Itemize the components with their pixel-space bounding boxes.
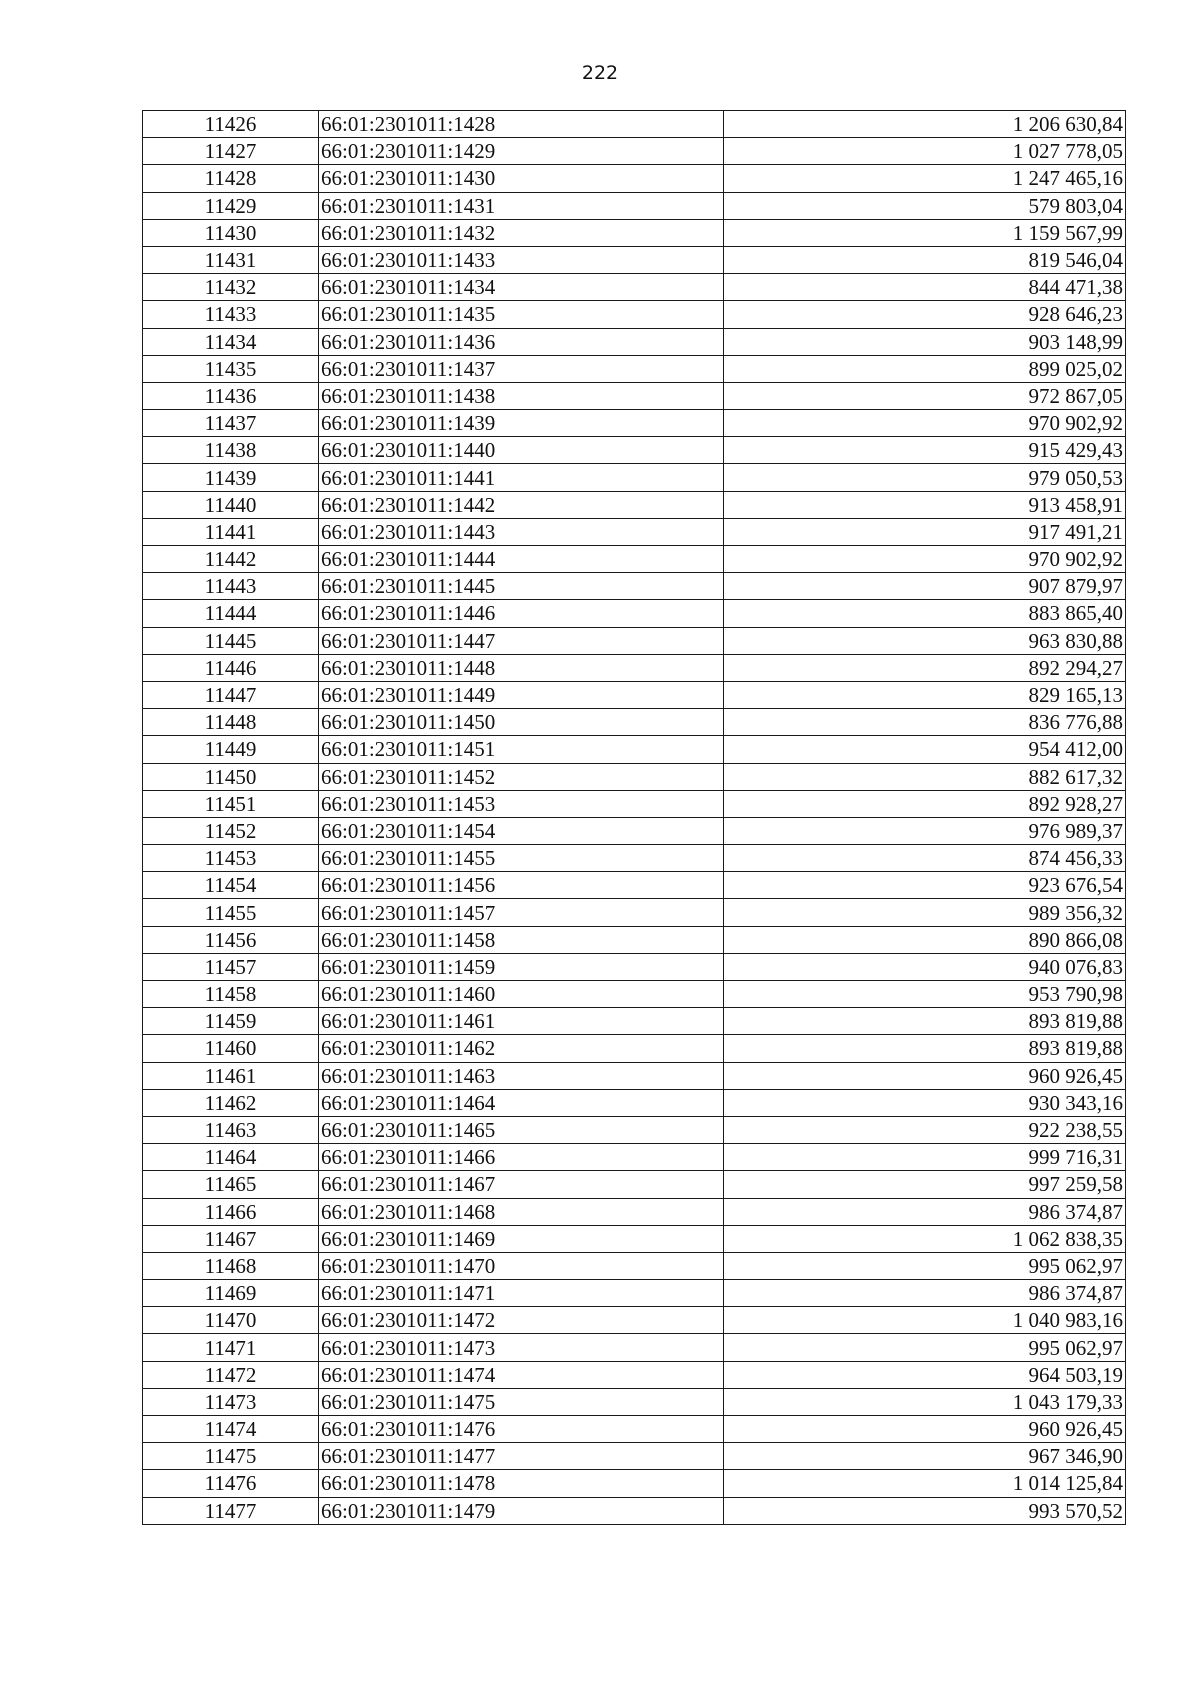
table-row xyxy=(143,1252,1126,1279)
cadastral-number-cell: 66:01:2301011:1450 xyxy=(319,709,724,736)
table-row xyxy=(143,872,1126,899)
cadastral-number-cell: 66:01:2301011:1436 xyxy=(319,328,724,355)
table-row xyxy=(143,111,1126,138)
cadastral-value-cell: 893 819,88 xyxy=(724,1008,1126,1035)
cadastral-value-cell: 892 294,27 xyxy=(724,654,1126,681)
row-number-cell: 11442 xyxy=(143,546,319,573)
row-number-cell: 11434 xyxy=(143,328,319,355)
row-number-cell: 11433 xyxy=(143,301,319,328)
cadastral-value-cell: 930 343,16 xyxy=(724,1089,1126,1116)
cadastral-value-cell: 964 503,19 xyxy=(724,1361,1126,1388)
cadastral-value-cell: 922 238,55 xyxy=(724,1116,1126,1143)
row-number-cell: 11461 xyxy=(143,1062,319,1089)
cadastral-number-cell: 66:01:2301011:1470 xyxy=(319,1252,724,1279)
cadastral-value-cell: 1 040 983,16 xyxy=(724,1307,1126,1334)
cadastral-value-cell: 1 043 179,33 xyxy=(724,1388,1126,1415)
row-number-cell: 11456 xyxy=(143,926,319,953)
cadastral-number-cell: 66:01:2301011:1437 xyxy=(319,355,724,382)
table-row xyxy=(143,1443,1126,1470)
cadastral-value-cell: 917 491,21 xyxy=(724,518,1126,545)
cadastral-number-cell: 66:01:2301011:1433 xyxy=(319,246,724,273)
table-row xyxy=(143,926,1126,953)
cadastral-number-cell: 66:01:2301011:1479 xyxy=(319,1497,724,1524)
cadastral-number-cell: 66:01:2301011:1431 xyxy=(319,192,724,219)
cadastral-number-cell: 66:01:2301011:1451 xyxy=(319,736,724,763)
cadastral-number-cell: 66:01:2301011:1467 xyxy=(319,1171,724,1198)
cadastral-value-cell: 923 676,54 xyxy=(724,872,1126,899)
cadastral-number-cell: 66:01:2301011:1473 xyxy=(319,1334,724,1361)
cadastral-number-cell: 66:01:2301011:1435 xyxy=(319,301,724,328)
cadastral-value-cell: 915 429,43 xyxy=(724,437,1126,464)
table-row xyxy=(143,681,1126,708)
row-number-cell: 11427 xyxy=(143,138,319,165)
row-number-cell: 11428 xyxy=(143,165,319,192)
row-number-cell: 11429 xyxy=(143,192,319,219)
row-number-cell: 11460 xyxy=(143,1035,319,1062)
cadastral-value-cell: 995 062,97 xyxy=(724,1252,1126,1279)
row-number-cell: 11453 xyxy=(143,845,319,872)
cadastral-number-cell: 66:01:2301011:1464 xyxy=(319,1089,724,1116)
cadastral-number-cell: 66:01:2301011:1466 xyxy=(319,1144,724,1171)
row-number-cell: 11443 xyxy=(143,573,319,600)
cadastral-value-cell: 979 050,53 xyxy=(724,464,1126,491)
row-number-cell: 11444 xyxy=(143,600,319,627)
cadastral-number-cell: 66:01:2301011:1438 xyxy=(319,382,724,409)
cadastral-value-cell: 892 928,27 xyxy=(724,790,1126,817)
cadastral-number-cell: 66:01:2301011:1468 xyxy=(319,1198,724,1225)
cadastral-value-cell: 1 206 630,84 xyxy=(724,111,1126,138)
cadastral-number-cell: 66:01:2301011:1465 xyxy=(319,1116,724,1143)
cadastral-number-cell: 66:01:2301011:1452 xyxy=(319,763,724,790)
table-row xyxy=(143,1035,1126,1062)
cadastral-value-cell: 1 247 465,16 xyxy=(724,165,1126,192)
cadastral-number-cell: 66:01:2301011:1456 xyxy=(319,872,724,899)
row-number-cell: 11477 xyxy=(143,1497,319,1524)
row-number-cell: 11431 xyxy=(143,246,319,273)
table-row xyxy=(143,246,1126,273)
cadastral-value-cell: 819 546,04 xyxy=(724,246,1126,273)
table-row xyxy=(143,328,1126,355)
table-row xyxy=(143,654,1126,681)
table-row xyxy=(143,790,1126,817)
cadastral-number-cell: 66:01:2301011:1430 xyxy=(319,165,724,192)
row-number-cell: 11474 xyxy=(143,1416,319,1443)
table-row xyxy=(143,491,1126,518)
table-row xyxy=(143,518,1126,545)
cadastral-number-cell: 66:01:2301011:1455 xyxy=(319,845,724,872)
cadastral-number-cell: 66:01:2301011:1453 xyxy=(319,790,724,817)
cadastral-value-cell: 940 076,83 xyxy=(724,953,1126,980)
row-number-cell: 11476 xyxy=(143,1470,319,1497)
row-number-cell: 11448 xyxy=(143,709,319,736)
table-body xyxy=(143,111,1126,1525)
table-row xyxy=(143,1416,1126,1443)
cadastral-number-cell: 66:01:2301011:1440 xyxy=(319,437,724,464)
table-row xyxy=(143,600,1126,627)
cadastral-number-cell: 66:01:2301011:1478 xyxy=(319,1470,724,1497)
table-row xyxy=(143,899,1126,926)
cadastral-number-cell: 66:01:2301011:1472 xyxy=(319,1307,724,1334)
cadastral-value-cell: 1 159 567,99 xyxy=(724,219,1126,246)
table-row xyxy=(143,1225,1126,1252)
cadastral-value-cell: 970 902,92 xyxy=(724,410,1126,437)
cadastral-number-cell: 66:01:2301011:1447 xyxy=(319,627,724,654)
row-number-cell: 11435 xyxy=(143,355,319,382)
row-number-cell: 11439 xyxy=(143,464,319,491)
row-number-cell: 11454 xyxy=(143,872,319,899)
row-number-cell: 11472 xyxy=(143,1361,319,1388)
row-number-cell: 11462 xyxy=(143,1089,319,1116)
row-number-cell: 11467 xyxy=(143,1225,319,1252)
row-number-cell: 11466 xyxy=(143,1198,319,1225)
cadastral-number-cell: 66:01:2301011:1444 xyxy=(319,546,724,573)
row-number-cell: 11441 xyxy=(143,518,319,545)
table-row xyxy=(143,1171,1126,1198)
table-row xyxy=(143,165,1126,192)
cadastral-value-cell: 893 819,88 xyxy=(724,1035,1126,1062)
cadastral-value-cell: 997 259,58 xyxy=(724,1171,1126,1198)
cadastral-number-cell: 66:01:2301011:1454 xyxy=(319,817,724,844)
table-row xyxy=(143,1307,1126,1334)
cadastral-number-cell: 66:01:2301011:1446 xyxy=(319,600,724,627)
row-number-cell: 11455 xyxy=(143,899,319,926)
table-row xyxy=(143,274,1126,301)
cadastral-number-cell: 66:01:2301011:1462 xyxy=(319,1035,724,1062)
cadastral-number-cell: 66:01:2301011:1458 xyxy=(319,926,724,953)
cadastral-value-cell: 967 346,90 xyxy=(724,1443,1126,1470)
table-row xyxy=(143,736,1126,763)
cadastral-number-cell: 66:01:2301011:1476 xyxy=(319,1416,724,1443)
cadastral-value-cell: 903 148,99 xyxy=(724,328,1126,355)
row-number-cell: 11468 xyxy=(143,1252,319,1279)
row-number-cell: 11426 xyxy=(143,111,319,138)
cadastral-number-cell: 66:01:2301011:1428 xyxy=(319,111,724,138)
row-number-cell: 11437 xyxy=(143,410,319,437)
cadastral-number-cell: 66:01:2301011:1432 xyxy=(319,219,724,246)
cadastral-value-cell: 890 866,08 xyxy=(724,926,1126,953)
cadastral-value-cell: 1 014 125,84 xyxy=(724,1470,1126,1497)
table-row xyxy=(143,1334,1126,1361)
table-row xyxy=(143,817,1126,844)
table-row xyxy=(143,763,1126,790)
cadastral-value-cell: 970 902,92 xyxy=(724,546,1126,573)
table-row xyxy=(143,138,1126,165)
cadastral-number-cell: 66:01:2301011:1475 xyxy=(319,1388,724,1415)
row-number-cell: 11471 xyxy=(143,1334,319,1361)
cadastral-number-cell: 66:01:2301011:1460 xyxy=(319,981,724,1008)
table-row xyxy=(143,953,1126,980)
table-row xyxy=(143,219,1126,246)
table-row xyxy=(143,1198,1126,1225)
table-row xyxy=(143,845,1126,872)
table-row xyxy=(143,981,1126,1008)
table-row xyxy=(143,1361,1126,1388)
cadastral-number-cell: 66:01:2301011:1449 xyxy=(319,681,724,708)
row-number-cell: 11449 xyxy=(143,736,319,763)
cadastral-number-cell: 66:01:2301011:1442 xyxy=(319,491,724,518)
cadastral-number-cell: 66:01:2301011:1441 xyxy=(319,464,724,491)
table-row xyxy=(143,382,1126,409)
row-number-cell: 11440 xyxy=(143,491,319,518)
row-number-cell: 11469 xyxy=(143,1280,319,1307)
row-number-cell: 11452 xyxy=(143,817,319,844)
cadastral-value-cell: 960 926,45 xyxy=(724,1416,1126,1443)
cadastral-value-cell: 928 646,23 xyxy=(724,301,1126,328)
cadastral-value-cell: 844 471,38 xyxy=(724,274,1126,301)
row-number-cell: 11470 xyxy=(143,1307,319,1334)
table-row xyxy=(143,1116,1126,1143)
table-row xyxy=(143,1388,1126,1415)
cadastral-number-cell: 66:01:2301011:1448 xyxy=(319,654,724,681)
table-row xyxy=(143,301,1126,328)
cadastral-value-cell: 986 374,87 xyxy=(724,1198,1126,1225)
cadastral-value-cell: 907 879,97 xyxy=(724,573,1126,600)
table-row xyxy=(143,192,1126,219)
row-number-cell: 11451 xyxy=(143,790,319,817)
cadastral-number-cell: 66:01:2301011:1459 xyxy=(319,953,724,980)
row-number-cell: 11459 xyxy=(143,1008,319,1035)
cadastral-value-cell: 995 062,97 xyxy=(724,1334,1126,1361)
cadastral-value-cell: 954 412,00 xyxy=(724,736,1126,763)
row-number-cell: 11450 xyxy=(143,763,319,790)
cadastral-value-cell: 993 570,52 xyxy=(724,1497,1126,1524)
page-number: 222 xyxy=(581,62,619,84)
cadastral-value-cell: 960 926,45 xyxy=(724,1062,1126,1089)
row-number-cell: 11475 xyxy=(143,1443,319,1470)
table-row xyxy=(143,627,1126,654)
cadastral-value-cell: 836 776,88 xyxy=(724,709,1126,736)
cadastral-value-cell: 913 458,91 xyxy=(724,491,1126,518)
cadastral-value-cell: 829 165,13 xyxy=(724,681,1126,708)
cadastral-number-cell: 66:01:2301011:1445 xyxy=(319,573,724,600)
cadastral-number-cell: 66:01:2301011:1471 xyxy=(319,1280,724,1307)
row-number-cell: 11432 xyxy=(143,274,319,301)
cadastral-number-cell: 66:01:2301011:1443 xyxy=(319,518,724,545)
row-number-cell: 11446 xyxy=(143,654,319,681)
row-number-cell: 11464 xyxy=(143,1144,319,1171)
cadastral-number-cell: 66:01:2301011:1457 xyxy=(319,899,724,926)
table-row xyxy=(143,573,1126,600)
cadastral-number-cell: 66:01:2301011:1439 xyxy=(319,410,724,437)
table-row xyxy=(143,437,1126,464)
table-row xyxy=(143,546,1126,573)
cadastral-value-cell: 882 617,32 xyxy=(724,763,1126,790)
row-number-cell: 11457 xyxy=(143,953,319,980)
cadastral-value-cell: 999 716,31 xyxy=(724,1144,1126,1171)
cadastral-number-cell: 66:01:2301011:1477 xyxy=(319,1443,724,1470)
cadastral-value-cell: 986 374,87 xyxy=(724,1280,1126,1307)
cadastral-number-cell: 66:01:2301011:1434 xyxy=(319,274,724,301)
cadastral-value-cell: 989 356,32 xyxy=(724,899,1126,926)
row-number-cell: 11473 xyxy=(143,1388,319,1415)
cadastral-number-cell: 66:01:2301011:1429 xyxy=(319,138,724,165)
row-number-cell: 11465 xyxy=(143,1171,319,1198)
table-row xyxy=(143,1470,1126,1497)
table-row xyxy=(143,1280,1126,1307)
row-number-cell: 11430 xyxy=(143,219,319,246)
cadastral-value-table xyxy=(142,110,1126,1525)
cadastral-value-cell: 883 865,40 xyxy=(724,600,1126,627)
cadastral-number-cell: 66:01:2301011:1474 xyxy=(319,1361,724,1388)
cadastral-number-cell: 66:01:2301011:1461 xyxy=(319,1008,724,1035)
cadastral-value-cell: 579 803,04 xyxy=(724,192,1126,219)
table-row xyxy=(143,464,1126,491)
table-row xyxy=(143,410,1126,437)
table-row xyxy=(143,1144,1126,1171)
row-number-cell: 11438 xyxy=(143,437,319,464)
row-number-cell: 11436 xyxy=(143,382,319,409)
cadastral-number-cell: 66:01:2301011:1469 xyxy=(319,1225,724,1252)
cadastral-value-cell: 972 867,05 xyxy=(724,382,1126,409)
table-row xyxy=(143,1062,1126,1089)
row-number-cell: 11447 xyxy=(143,681,319,708)
row-number-cell: 11463 xyxy=(143,1116,319,1143)
row-number-cell: 11458 xyxy=(143,981,319,1008)
cadastral-value-cell: 976 989,37 xyxy=(724,817,1126,844)
table-row xyxy=(143,1008,1126,1035)
cadastral-value-cell: 899 025,02 xyxy=(724,355,1126,382)
cadastral-value-cell: 953 790,98 xyxy=(724,981,1126,1008)
row-number-cell: 11445 xyxy=(143,627,319,654)
table-row xyxy=(143,1497,1126,1524)
cadastral-value-cell: 1 062 838,35 xyxy=(724,1225,1126,1252)
table-row xyxy=(143,709,1126,736)
cadastral-value-cell: 1 027 778,05 xyxy=(724,138,1126,165)
cadastral-value-cell: 963 830,88 xyxy=(724,627,1126,654)
table-row xyxy=(143,355,1126,382)
cadastral-number-cell: 66:01:2301011:1463 xyxy=(319,1062,724,1089)
cadastral-value-cell: 874 456,33 xyxy=(724,845,1126,872)
table-row xyxy=(143,1089,1126,1116)
